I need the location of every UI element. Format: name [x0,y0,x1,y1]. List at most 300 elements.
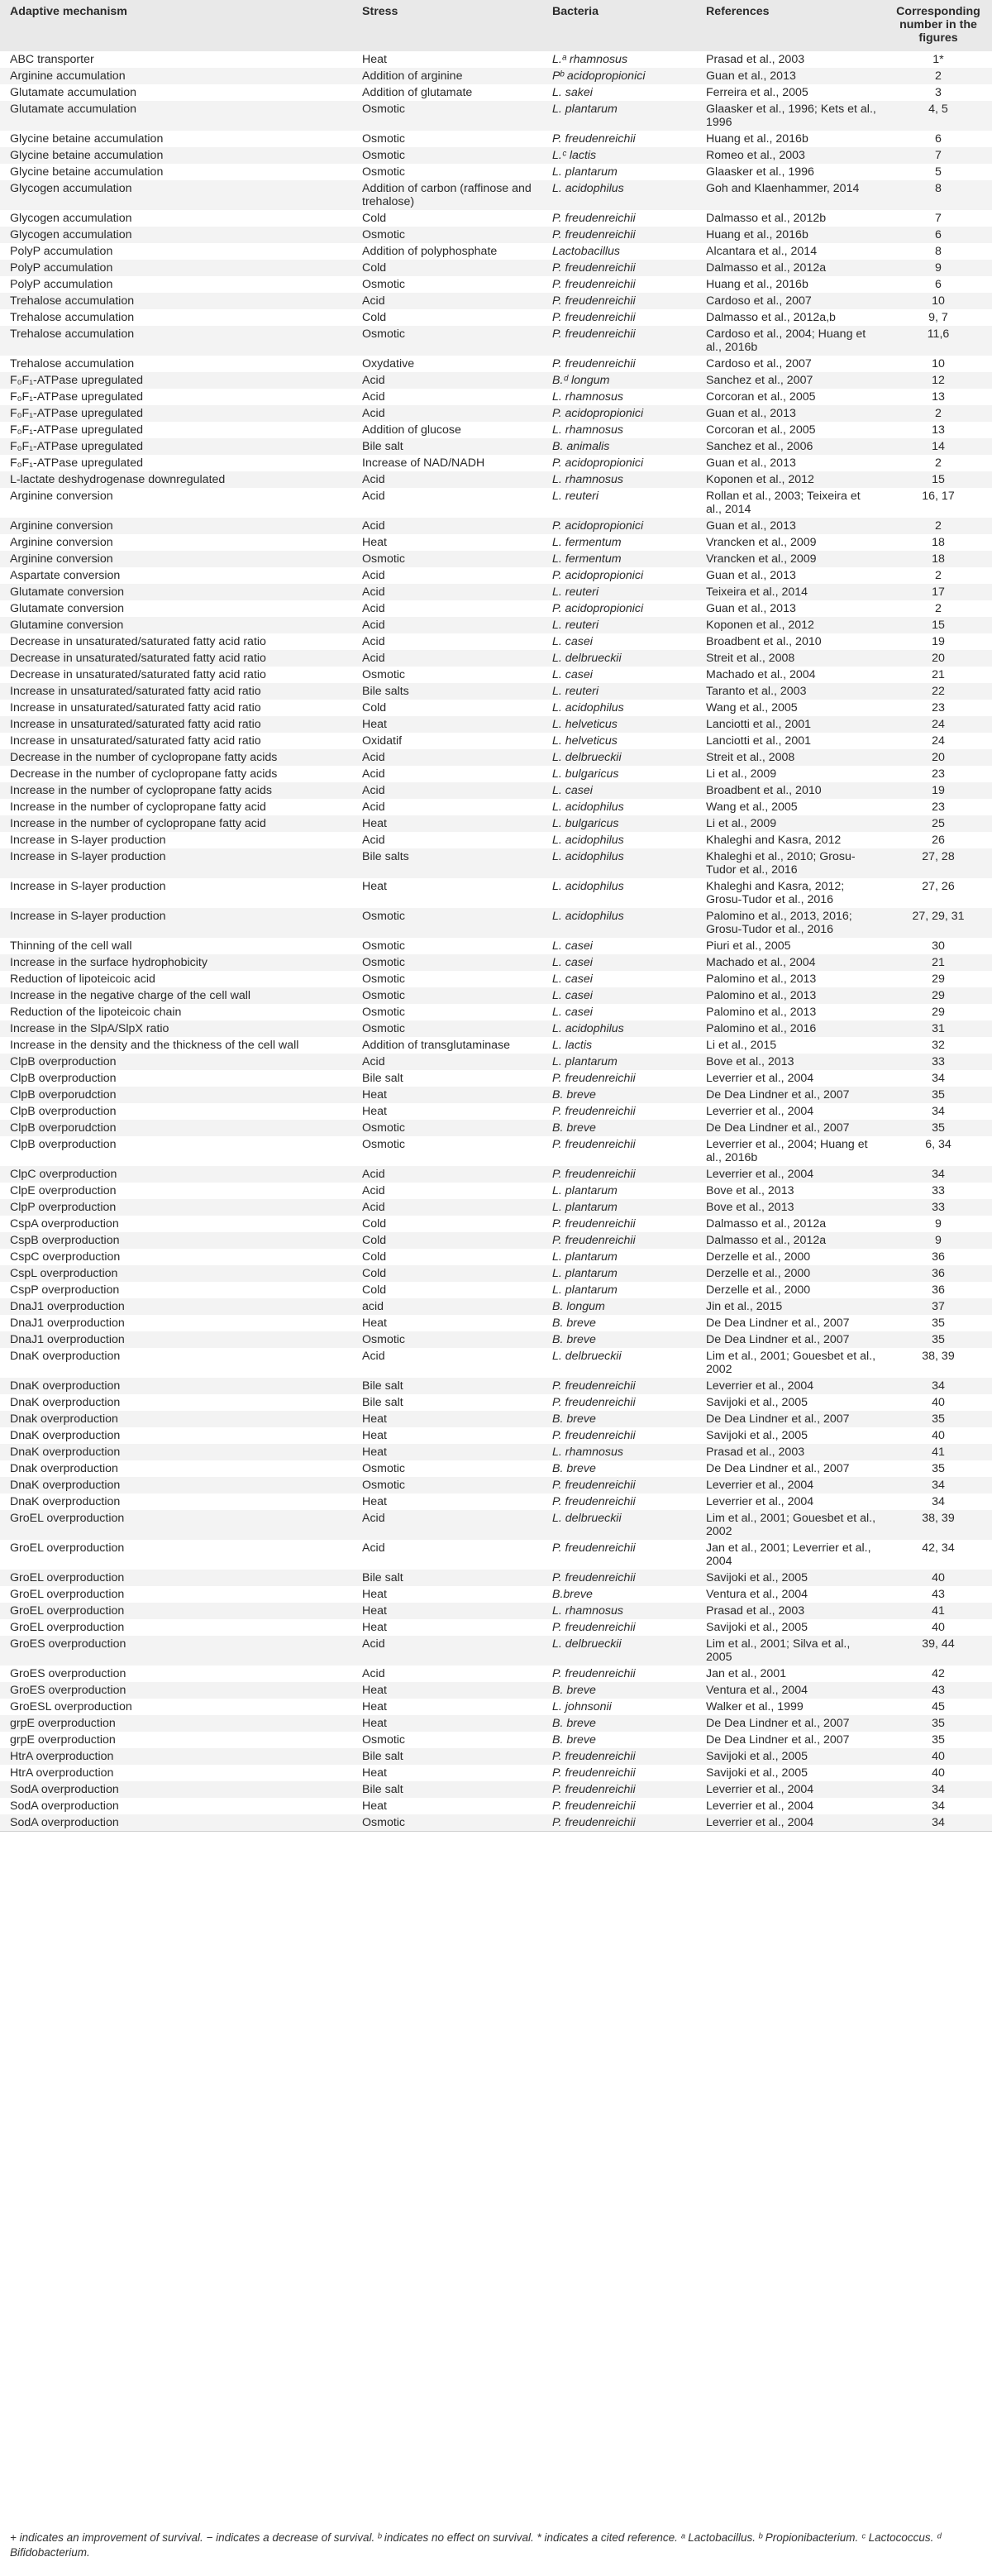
cell-mechanism: GroES overproduction [0,1682,352,1699]
cell-mechanism: HtrA overproduction [0,1748,352,1765]
cell-stress: Osmotic [362,668,406,681]
cell-mechanism: F₀F₁-ATPase upregulated [0,405,352,422]
cell-mechanism: SodA overproduction [10,1799,119,1813]
cell-mechanism: ClpC overproduction [0,1166,352,1183]
cell-number: 34 [885,1477,992,1494]
cell-references: Bove et al., 2013 [706,1184,794,1197]
cell-stress: Osmotic [362,1138,406,1151]
cell-bacteria: P. freudenreichii [552,132,636,146]
cell-stress: Acid [362,1541,385,1555]
cell-references: De Dea Lindner et al., 2007 [706,1733,850,1747]
cell-references: Lim et al., 2001; Silva et al., 2005 [696,1636,885,1666]
cell-stress: Osmotic [362,132,406,146]
cell-mechanism: Dnak overproduction [10,1462,118,1475]
cell-references: Leverrier et al., 2004 [696,1378,885,1394]
cell-number: 2 [885,405,992,422]
table-row [0,1477,992,1494]
cell-bacteria: P. acidopropionici [552,456,644,470]
cell-references: Ferreira et al., 2005 [706,86,808,99]
cell-mechanism: F₀F₁-ATPase upregulated [10,456,144,470]
table-row [0,1748,992,1765]
cell-number: 29 [885,987,992,1004]
cell-references: Savijoki et al., 2005 [706,1396,808,1409]
cell-stress: Acid [352,1510,542,1540]
cell-mechanism: ClpB overporudction [0,1087,352,1103]
cell-bacteria: B.breve [552,1588,593,1601]
cell-number: 23 [932,701,945,714]
cell-number: 41 [885,1444,992,1460]
cell-number: 40 [932,1621,945,1634]
cell-references: Corcoran et al., 2005 [706,423,816,437]
cell-mechanism: Reduction of the lipoteicoic chain [10,1006,182,1019]
cell-mechanism: Decrease in the number of cyclopropane fatty acids [0,749,352,766]
cell-number: 2 [935,456,942,470]
cell-references: Jan et al., 2001; Leverrier et al., 2004 [706,1541,871,1568]
cell-stress: Increase of NAD/NADH [362,456,485,470]
cell-stress: Acid [362,1667,385,1680]
cell-mechanism: Increase in the number of cyclopropane fatty acids [0,782,352,799]
table-row [0,1699,992,1715]
cell-stress: Bile salts [352,683,542,700]
cell-mechanism: Increase in the surface hydrophobicity [0,954,352,971]
cell-references: Rollan et al., 2003; Teixeira et al., 2014 [706,490,861,516]
cell-references: Prasad et al., 2003 [696,1603,885,1619]
table-row [0,1781,992,1798]
cell-number: 43 [885,1682,992,1699]
cell-number: 3 [935,86,942,99]
table-row [0,954,992,971]
table-row [0,1054,992,1070]
cell-mechanism: Glutamate accumulation [10,86,136,99]
cell-stress: Acid [352,405,542,422]
cell-stress: Addition of glucose [362,423,461,437]
cell-stress: Bile salt [362,1072,403,1085]
cell-mechanism: SodA overproduction [0,1781,352,1798]
cell-references: Li et al., 2015 [706,1039,777,1052]
cell-stress: Cold [362,311,387,324]
table-row [0,389,992,405]
cell-references: De Dea Lindner et al., 2007 [696,1120,885,1136]
cell-references: Corcoran et al., 2005 [706,390,816,404]
cell-number: 29 [932,973,945,986]
table-row [0,164,992,180]
cell-bacteria: P. acidopropionici [552,569,644,582]
cell-number: 34 [885,1781,992,1798]
cell-bacteria: P. freudenreichii [552,1072,636,1085]
cell-references: Dalmasso et al., 2012a,b [706,311,836,324]
cell-references: Savijoki et al., 2005 [706,1621,808,1634]
cell-mechanism: Trehalose accumulation [10,311,135,324]
cell-bacteria: L. reuteri [542,584,696,600]
cell-bacteria: L. acidophilus [542,848,696,878]
table-row [0,749,992,766]
table-row [0,293,992,309]
cell-bacteria: P. freudenreichii [542,1781,696,1798]
cell-bacteria: P. freudenreichii [552,1799,636,1813]
cell-references: De Dea Lindner et al., 2007 [706,1317,850,1330]
cell-references: Prasad et al., 2003 [696,1444,885,1460]
cell-number: 38, 39 [922,1350,955,1363]
table-row [0,372,992,389]
cell-stress: Acid [352,1166,542,1183]
cell-mechanism: Increase in the density and the thickness of the cell wall [10,1039,299,1052]
cell-references: Guan et al., 2013 [696,68,885,84]
cell-bacteria: L. rhamnosus [542,1444,696,1460]
cell-stress: Acid [352,650,542,667]
cell-bacteria: L. johnsonii [552,1700,612,1713]
cell-number: 34 [885,1378,992,1394]
table-row [0,1510,992,1540]
cell-mechanism: PolyP accumulation [10,278,113,291]
cell-bacteria: L. plantarum [542,1054,696,1070]
cell-number: 40 [885,1570,992,1586]
cell-number: 11,6 [885,326,992,356]
cell-stress: Heat [362,1429,387,1442]
cell-mechanism: Increase in S-layer production [0,848,352,878]
cell-references: Streit et al., 2008 [696,650,885,667]
cell-references: Leverrier et al., 2004 [706,1105,814,1118]
cell-bacteria: L. casei [552,668,593,681]
cell-bacteria: L. acidophilus [542,1020,696,1037]
cell-number: 2 [885,518,992,534]
cell-stress: Heat [352,1715,542,1732]
cell-stress: Osmotic [352,101,542,131]
cell-bacteria: P. acidopropionici [542,518,696,534]
cell-references: Palomino et al., 2013 [706,973,817,986]
cell-number: 35 [885,1087,992,1103]
table-row [0,1166,992,1183]
cell-mechanism: Arginine conversion [10,490,113,503]
cell-number: 35 [932,1733,945,1747]
cell-bacteria: L. delbrueckii [552,1350,622,1363]
table-row [0,243,992,260]
table-row [0,1814,992,1832]
cell-number: 21 [885,954,992,971]
cell-stress: Osmotic [362,973,406,986]
cell-mechanism: F₀F₁-ATPase upregulated [0,438,352,455]
cell-mechanism: Trehalose accumulation [10,357,135,370]
cell-mechanism: DnaJ1 overproduction [10,1317,125,1330]
table-row [0,1636,992,1666]
cell-bacteria: P. freudenreichii [552,1541,636,1555]
cell-stress: Acid [352,749,542,766]
cell-bacteria: L. lactis [552,1039,593,1052]
cell-stress: Heat [352,1603,542,1619]
cell-stress: Acid [352,1636,542,1666]
cell-number: 6 [935,278,942,291]
cell-mechanism: ClpB overproduction [10,1072,117,1085]
cell-number: 41 [885,1603,992,1619]
cell-bacteria: P. freudenreichii [542,1477,696,1494]
table-row [0,1444,992,1460]
cell-references: Khaleghi and Kasra, 2012; Grosu-Tudor et al., 2016 [706,880,845,906]
cell-references: Leverrier et al., 2004 [696,1781,885,1798]
cell-mechanism: Glutamate conversion [10,602,125,615]
cell-mechanism: GroES overproduction [0,1636,352,1666]
cell-mechanism: DnaK overproduction [0,1444,352,1460]
table-row [0,1682,992,1699]
cell-stress: Osmotic [362,1006,406,1019]
cell-stress: Heat [352,815,542,832]
cell-stress: Oxydative [362,357,415,370]
cell-bacteria: L. bulgaricus [542,815,696,832]
cell-bacteria: P. freudenreichii [542,1378,696,1394]
cell-bacteria: L. plantarum [552,165,618,179]
cell-number: 16, 17 [922,490,955,503]
cell-bacteria: P. acidopropionici [542,405,696,422]
cell-mechanism: Glycine betaine accumulation [10,165,164,179]
cell-number: 17 [885,584,992,600]
cell-number: 35 [885,1331,992,1348]
cell-mechanism: ClpB overporudction [0,1120,352,1136]
cell-number: 9 [935,1217,942,1231]
cell-mechanism: Increase in S-layer production [10,834,166,847]
cell-number: 40 [932,1766,945,1780]
cell-stress: Osmotic [352,954,542,971]
cell-references: Cardoso et al., 2007 [706,357,812,370]
cell-bacteria: P. freudenreichii [552,1217,636,1231]
cell-references: Sanchez et al., 2006 [696,438,885,455]
cell-stress: Heat [362,1317,387,1330]
cell-stress: Heat [352,1444,542,1460]
cell-bacteria: L. helveticus [542,716,696,733]
cell-mechanism: Increase in the number of cyclopropane fatty acid [10,801,266,814]
cell-references: Palomino et al., 2013, 2016; Grosu-Tudor et al., 2016 [696,908,885,938]
cell-references: Lim et al., 2001; Gouesbet et al., 2002 [696,1510,885,1540]
table-row [0,971,992,987]
cell-stress: Osmotic [352,1120,542,1136]
cell-bacteria: L. acidophilus [552,801,624,814]
cell-number: 34 [932,1072,945,1085]
cell-bacteria: B. breve [552,1317,596,1330]
table-row [0,1540,992,1570]
cell-mechanism: SodA overproduction [0,1814,352,1832]
cell-references: Lim et al., 2001; Gouesbet et al., 2002 [706,1350,876,1376]
table-row [0,848,992,878]
cell-references: Palomino et al., 2016 [696,1020,885,1037]
cell-references: Savijoki et al., 2005 [696,1570,885,1586]
cell-references: Leverrier et al., 2004 [696,1477,885,1494]
table-row [0,356,992,372]
cell-bacteria: L. acidophilus [552,834,624,847]
cell-mechanism: CspA overproduction [10,1217,119,1231]
cell-mechanism: Glutamate accumulation [0,101,352,131]
cell-references: Ventura et al., 2004 [706,1588,808,1601]
cell-number: 14 [885,438,992,455]
cell-stress: Acid [362,602,385,615]
cell-bacteria: L. acidophilus [552,880,624,893]
cell-references: Ventura et al., 2004 [696,1682,885,1699]
cell-bacteria: L. reuteri [542,683,696,700]
cell-bacteria: L. casei [542,987,696,1004]
cell-number: 33 [932,1184,945,1197]
cell-bacteria: L. delbrueckii [542,1636,696,1666]
cell-bacteria: P. freudenreichii [552,1621,636,1634]
cell-references: Guan et al., 2013 [706,456,796,470]
cell-mechanism: Increase in S-layer production [0,908,352,938]
cell-mechanism: Thinning of the cell wall [10,939,132,953]
cell-bacteria: B.ᵈ longum [542,372,696,389]
cell-stress: Heat [362,1495,387,1508]
table-row [0,309,992,326]
cell-references: Piuri et al., 2005 [706,939,791,953]
cell-number: 21 [932,668,945,681]
cell-number: 1* [932,53,944,66]
cell-stress: Addition of polyphosphate [362,245,498,258]
cell-stress: Acid [362,635,385,648]
table-row [0,1120,992,1136]
cell-stress: Acid [362,569,385,582]
table-row [0,1715,992,1732]
cell-mechanism: DnaK overproduction [0,1378,352,1394]
table-row [0,567,992,584]
cell-bacteria: L. acidophilus [542,180,696,210]
cell-stress: Osmotic [362,939,406,953]
table-row [0,147,992,164]
cell-bacteria: L. plantarum [552,1184,618,1197]
cell-mechanism: Trehalose accumulation [0,326,352,356]
cell-bacteria: P. freudenreichii [542,1814,696,1832]
cell-references: De Dea Lindner et al., 2007 [706,1462,850,1475]
cell-stress: Bile salt [362,1396,403,1409]
cell-bacteria: L. rhamnosus [542,471,696,488]
cell-number: 34 [885,1166,992,1183]
cell-stress: Heat [352,1411,542,1427]
cell-bacteria: P. freudenreichii [552,311,636,324]
cell-bacteria: P. freudenreichii [552,1105,636,1118]
cell-references: Walker et al., 1999 [706,1700,804,1713]
cell-number: 27, 28 [885,848,992,878]
cell-mechanism: Increase in unsaturated/saturated fatty acid ratio [0,683,352,700]
table-row [0,227,992,243]
cell-number: 34 [932,1495,945,1508]
table-row [0,584,992,600]
cell-bacteria: P. freudenreichii [552,1138,636,1151]
cell-number: 18 [932,536,945,549]
cell-number: 24 [885,716,992,733]
cell-stress: Osmotic [352,1020,542,1037]
cell-bacteria: L. casei [552,635,593,648]
cell-stress: Heat [362,1588,387,1601]
cell-references: Cardoso et al., 2004; Huang et al., 2016b [696,326,885,356]
table-row [0,1798,992,1814]
cell-number: 10 [885,293,992,309]
cell-mechanism: Increase in the SlpA/SlpX ratio [0,1020,352,1037]
cell-references: Guan et al., 2013 [696,405,885,422]
table-row [0,1315,992,1331]
table-row [0,101,992,131]
table-row [0,260,992,276]
cell-number: 30 [932,939,945,953]
cell-stress: Osmotic [362,278,406,291]
cell-stress: Acid [362,1184,385,1197]
cell-mechanism: ClpB overproduction [0,1054,352,1070]
table-row [0,1298,992,1315]
cell-stress: Acid [352,372,542,389]
table-row [0,1004,992,1020]
cell-number: 7 [935,212,942,225]
table-row [0,1020,992,1037]
cell-stress: Acid [352,617,542,633]
cell-references: Broadbent et al., 2010 [706,635,822,648]
cell-stress: Osmotic [352,227,542,243]
table-row [0,326,992,356]
cell-bacteria: B. longum [542,1298,696,1315]
cell-number: 7 [885,147,992,164]
cell-stress: Acid [352,518,542,534]
cell-mechanism: Glycine betaine accumulation [10,132,164,146]
table-row [0,488,992,518]
cell-references: Vrancken et al., 2009 [706,536,817,549]
cell-stress: Heat [362,1105,387,1118]
cell-stress: Osmotic [352,551,542,567]
table-row [0,938,992,954]
cell-number: 2 [935,602,942,615]
cell-number: 20 [885,650,992,667]
cell-bacteria: L. rhamnosus [542,1603,696,1619]
cell-number: 35 [932,1462,945,1475]
cell-bacteria: B. breve [542,1331,696,1348]
table-body [0,51,992,1832]
table-row [0,1765,992,1781]
table-row [0,1087,992,1103]
cell-stress: Cold [362,701,387,714]
cell-bacteria: L. reuteri [542,617,696,633]
cell-mechanism: Increase in unsaturated/saturated fatty acid ratio [10,734,261,748]
cell-stress: Acid [352,782,542,799]
cell-references: Bove et al., 2013 [696,1199,885,1216]
cell-stress: Bile salt [352,1570,542,1586]
cell-references: Huang et al., 2016b [706,132,808,146]
table-row [0,878,992,908]
cell-mechanism: CspB overproduction [0,1232,352,1249]
cell-number: 18 [885,551,992,567]
table-row [0,782,992,799]
cell-stress: Heat [362,880,387,893]
cell-mechanism: Glycogen accumulation [10,212,132,225]
table-row [0,84,992,101]
cell-references: Wang et al., 2005 [706,701,798,714]
cell-references: Lanciotti et al., 2001 [696,716,885,733]
cell-references: Huang et al., 2016b [706,278,808,291]
cell-bacteria: L. casei [542,782,696,799]
cell-number: 40 [932,1396,945,1409]
cell-references: Leverrier et al., 2004 [706,1799,814,1813]
cell-number: 22 [885,683,992,700]
cell-number: 34 [932,1799,945,1813]
cell-stress: Addition of arginine [352,68,542,84]
cell-stress: Heat [362,53,387,66]
cell-number: 26 [932,834,945,847]
cell-bacteria: P. freudenreichii [552,1667,636,1680]
cell-number: 13 [932,390,945,404]
cell-number: 35 [885,1120,992,1136]
cell-stress: Osmotic [352,147,542,164]
cell-mechanism: Reduction of lipoteicoic acid [10,973,155,986]
table-row [0,1070,992,1087]
cell-references: De Dea Lindner et al., 2007 [696,1331,885,1348]
cell-stress: Bile salts [352,848,542,878]
cell-references: Dalmasso et al., 2012a [696,260,885,276]
table-row [0,617,992,633]
cell-number: 43 [932,1588,945,1601]
cell-mechanism: DnaJ1 overproduction [0,1298,352,1315]
cell-mechanism: L-lactate deshydrogenase downregulated [0,471,352,488]
cell-stress: Bile salt [352,1748,542,1765]
cell-mechanism: CspC overproduction [10,1250,121,1264]
cell-number: 8 [885,180,992,210]
cell-mechanism: Arginine conversion [0,551,352,567]
